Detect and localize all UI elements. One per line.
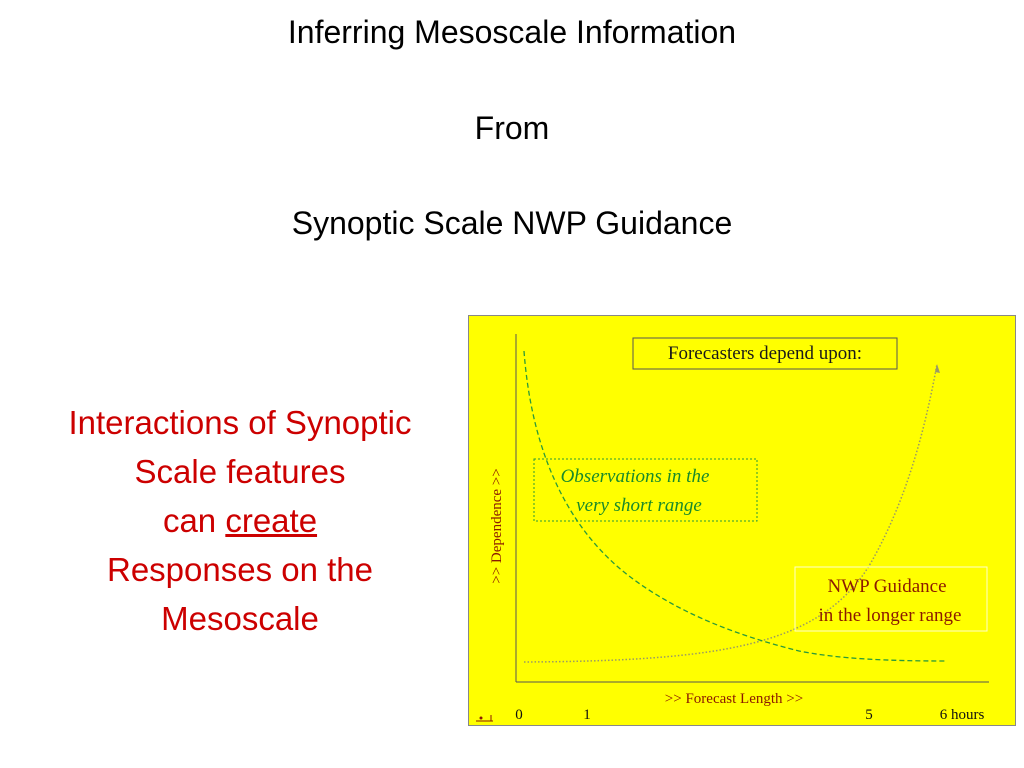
- nwp-curve-arrowhead: [935, 364, 940, 373]
- slide-title-line-3: Synoptic Scale NWP Guidance: [291, 205, 733, 241]
- body-line-1: Interactions of Synoptic: [68, 404, 412, 441]
- observations-label-line-1: Observations in the: [560, 466, 710, 487]
- body-text-block: [20, 398, 460, 643]
- diagram-svg: [469, 316, 1017, 727]
- nwp-label-line-1: NWP Guidance: [827, 576, 947, 597]
- header-box-text: Forecasters depend upon:: [667, 343, 863, 364]
- observations-label-line-2: very short range: [576, 495, 702, 516]
- x-axis-label: >> Forecast Length >>: [664, 691, 804, 707]
- slide-title-line-1: Inferring Mesoscale Information: [287, 14, 737, 50]
- y-axis-label: >> Dependence >>: [489, 468, 505, 584]
- x-tick-1: 1: [583, 707, 591, 723]
- x-tick-6-hours: 6 hours: [939, 707, 985, 723]
- body-line-3: [20, 496, 460, 545]
- corner-logo-icon: [476, 715, 493, 721]
- body-line-3-prefix: can: [162, 502, 226, 539]
- body-line-2: Scale features: [134, 453, 346, 490]
- body-line-4: Responses on the: [106, 551, 373, 588]
- x-tick-0: 0: [515, 707, 523, 723]
- body-emphasis-create: create: [225, 502, 318, 539]
- dependence-diagram: [468, 315, 1016, 726]
- x-tick-5: 5: [865, 707, 873, 723]
- nwp-label-line-2: in the longer range: [818, 605, 962, 626]
- body-line-5: Mesoscale: [161, 600, 319, 637]
- slide-title-line-2: From: [474, 110, 550, 146]
